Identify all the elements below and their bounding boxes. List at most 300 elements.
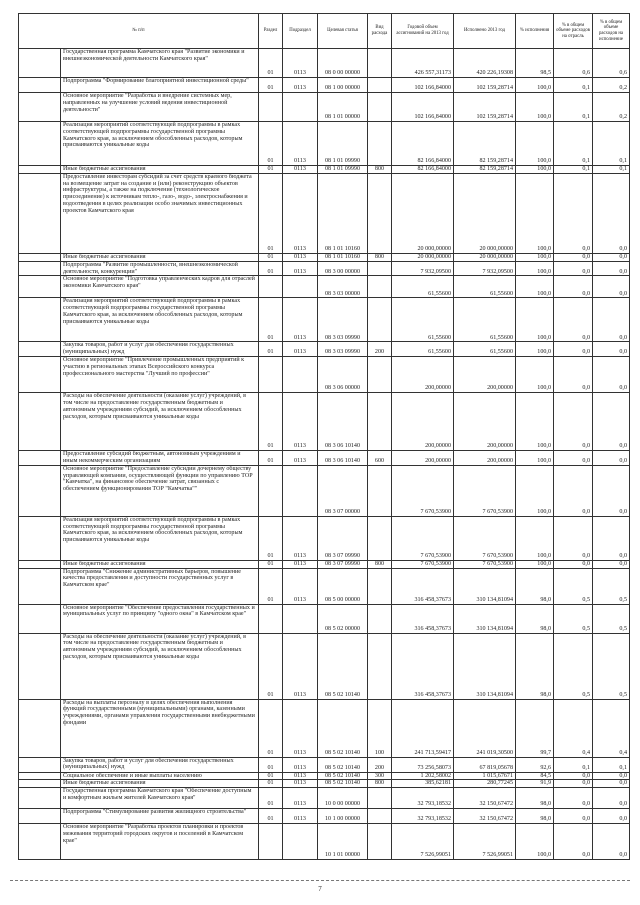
cell-target-article: 10 1 01 00000 [318, 824, 368, 860]
budget-table [18, 13, 630, 860]
cell-target-article: 10 0 00 00000 [318, 788, 368, 809]
cell-number [19, 298, 61, 342]
cell-expense-type [368, 298, 392, 342]
cell-name [61, 93, 259, 122]
cell-number [19, 788, 61, 809]
cell-percent-executed: 92,6 [516, 757, 554, 772]
cell-number [19, 451, 61, 466]
cell-executed: 82 159,28714 [454, 122, 516, 166]
cell-executed: 61,55600 [454, 342, 516, 357]
cell-percent-executed: 100,0 [516, 253, 554, 261]
cell-podrazdel: 0113 [283, 298, 318, 342]
cell-expense-type [368, 568, 392, 604]
cell-expense-type [368, 93, 392, 122]
cell-annual-volume: 32 793,18532 [392, 809, 454, 824]
cell-annual-volume: 7 670,53900 [392, 465, 454, 516]
cell-share-execution: 0,0 [593, 809, 630, 824]
cell-annual-volume: 32 793,18532 [392, 788, 454, 809]
row-name-text: Подпрограмма "Стимулирование развития жилищного строительства" [63, 809, 247, 816]
cell-executed: 7 670,53900 [454, 560, 516, 568]
cell-share-industry: 0,0 [554, 298, 593, 342]
cell-target-article: 08 0 00 00000 [318, 49, 368, 78]
row-name-text: Иные бюджетные ассигнования [63, 253, 146, 260]
cell-razdel: 01 [259, 49, 283, 78]
cell-podrazdel [283, 357, 318, 393]
cell-share-industry: 0,0 [554, 560, 593, 568]
cell-executed: 310 134,81094 [454, 568, 516, 604]
row-name-text: Подпрограмма "Снижение административных барьеров, повышение качества предоставления и доступности государственных услуг в Камчатском крае" [63, 568, 242, 589]
table-row [19, 253, 630, 261]
cell-target-article: 08 3 00 00000 [318, 261, 368, 276]
cell-razdel: 01 [259, 568, 283, 604]
cell-executed: 280,77245 [454, 780, 516, 788]
cell-percent-executed: 100,0 [516, 357, 554, 393]
cell-share-industry: 0,0 [554, 173, 593, 253]
cell-expense-type: 200 [368, 757, 392, 772]
cell-share-industry: 0,0 [554, 253, 593, 261]
cell-podrazdel: 0113 [283, 780, 318, 788]
cell-expense-type: 200 [368, 342, 392, 357]
page-number: 7 [318, 885, 322, 893]
cell-target-article: 08 3 03 00000 [318, 276, 368, 298]
cell-share-execution: 0,0 [593, 560, 630, 568]
cell-executed: 61,55600 [454, 276, 516, 298]
table-row [19, 824, 630, 860]
cell-name [61, 298, 259, 342]
cell-share-execution: 0,5 [593, 633, 630, 699]
cell-razdel [259, 357, 283, 393]
cell-podrazdel: 0113 [283, 772, 318, 780]
cell-target-article: 08 3 06 10140 [318, 451, 368, 466]
cell-share-execution: 0,0 [593, 465, 630, 516]
cell-expense-type [368, 173, 392, 253]
cell-podrazdel: 0113 [283, 393, 318, 451]
header-share-execution: % в общем объеме расходов на исполнение [593, 14, 630, 49]
cell-target-article: 08 1 01 09990 [318, 166, 368, 174]
cell-executed: 420 226,19308 [454, 49, 516, 78]
cell-target-article: 08 5 00 00000 [318, 568, 368, 604]
cell-target-article: 08 5 02 10140 [318, 780, 368, 788]
cell-share-execution: 0,0 [593, 788, 630, 809]
cell-name [61, 604, 259, 633]
row-name-text: Основное мероприятие "Предоставление субсидии дочернему обществу управляющей компании, осуществляющей функции по управлению ТОР "Камчатка", на финансовое обеспечение затрат, связанных с обеспечением функционирования ТОР "Камчатка"" [63, 465, 253, 493]
cell-podrazdel: 0113 [283, 451, 318, 466]
cell-percent-executed: 100,0 [516, 516, 554, 560]
cell-executed: 200,00000 [454, 357, 516, 393]
cell-name [61, 261, 259, 276]
cell-share-execution: 0,1 [593, 166, 630, 174]
cell-percent-executed: 99,7 [516, 699, 554, 757]
cell-share-industry: 0,0 [554, 465, 593, 516]
table-row [19, 122, 630, 166]
cell-podrazdel: 0113 [283, 78, 318, 93]
cell-number [19, 604, 61, 633]
cell-target-article: 08 3 03 09990 [318, 342, 368, 357]
cell-name [61, 253, 259, 261]
cell-share-execution: 0,1 [593, 122, 630, 166]
cell-number [19, 757, 61, 772]
cell-share-execution: 0,0 [593, 357, 630, 393]
cell-podrazdel: 0113 [283, 560, 318, 568]
cell-razdel: 01 [259, 261, 283, 276]
cell-share-execution: 0,0 [593, 276, 630, 298]
cell-razdel: 01 [259, 633, 283, 699]
cell-percent-executed: 100,0 [516, 276, 554, 298]
cell-target-article: 08 3 03 09990 [318, 298, 368, 342]
cell-share-industry: 0,4 [554, 699, 593, 757]
row-name-text: Закупка товаров, работ и услуг для обеспечения государственных (муниципальных) нужд [63, 757, 234, 771]
cell-razdel: 01 [259, 560, 283, 568]
cell-share-execution: 0,4 [593, 699, 630, 757]
cell-name [61, 122, 259, 166]
row-name-text: Основное мероприятие "Обеспечение предоставления государственных и муниципальных услуг по принципу "одного окна" в Камчатском крае" [63, 604, 255, 618]
cell-share-execution: 0,0 [593, 451, 630, 466]
cell-name [61, 788, 259, 809]
cell-number [19, 516, 61, 560]
cell-number [19, 173, 61, 253]
cell-number [19, 633, 61, 699]
cell-number [19, 393, 61, 451]
cell-share-industry: 0,0 [554, 342, 593, 357]
cell-percent-executed: 100,0 [516, 166, 554, 174]
cell-percent-executed: 98,5 [516, 49, 554, 78]
cell-annual-volume: 241 713,59417 [392, 699, 454, 757]
table-row [19, 516, 630, 560]
cell-share-industry: 0,1 [554, 78, 593, 93]
row-name-text: Основное мероприятие "Подготовка управленческих кадров для отраслей экономики Камчатского края" [63, 276, 255, 290]
cell-executed: 7 932,09500 [454, 261, 516, 276]
cell-razdel: 01 [259, 393, 283, 451]
cell-executed: 102 159,28714 [454, 78, 516, 93]
cell-executed: 200,00000 [454, 451, 516, 466]
header-row [19, 14, 630, 49]
row-name-text: Основное мероприятие "Разработка и внедрение системных мер, направленных на улучшение условий ведения инвестиционной деятельности" [63, 93, 232, 113]
table-row [19, 780, 630, 788]
cell-annual-volume: 426 557,31173 [392, 49, 454, 78]
table-row [19, 261, 630, 276]
row-name-text: Иные бюджетные ассигнования [63, 560, 146, 567]
cell-share-industry: 0,5 [554, 568, 593, 604]
cell-podrazdel [283, 93, 318, 122]
cell-razdel: 01 [259, 342, 283, 357]
cell-expense-type: 600 [368, 451, 392, 466]
cell-podrazdel: 0113 [283, 633, 318, 699]
row-name-text: Расходы на обеспечение деятельности (оказание услуг) учреждений, в том числе на предоставление государственным бюджетным и автономным учреждениям субсидий, за исключением обособленных расходов, которым присваиваются уникальные коды [63, 393, 246, 420]
cell-number [19, 568, 61, 604]
table-row [19, 78, 630, 93]
cell-share-industry: 0,1 [554, 122, 593, 166]
cell-annual-volume: 316 458,37673 [392, 604, 454, 633]
row-name-text: Основное мероприятие "Привлечение промышленных предприятий к участию в региональных этапах Всероссийского конкурса профессионального мастерства "Лучший по профессии" [63, 357, 245, 377]
cell-share-execution: 0,0 [593, 393, 630, 451]
cell-executed: 67 819,05678 [454, 757, 516, 772]
table-row [19, 166, 630, 174]
cell-share-industry: 0,5 [554, 633, 593, 699]
cell-annual-volume: 20 000,00000 [392, 253, 454, 261]
cell-expense-type [368, 78, 392, 93]
cell-number [19, 824, 61, 860]
cell-number [19, 780, 61, 788]
cell-share-industry: 0,0 [554, 451, 593, 466]
cell-target-article: 08 1 01 10160 [318, 173, 368, 253]
cell-target-article: 08 5 02 10140 [318, 633, 368, 699]
cell-share-execution: 0,0 [593, 516, 630, 560]
cell-share-industry: 0,1 [554, 93, 593, 122]
cell-expense-type [368, 276, 392, 298]
row-name-text: Иные бюджетные ассигнования [63, 780, 146, 787]
cell-executed: 310 134,81094 [454, 604, 516, 633]
cell-percent-executed: 100,0 [516, 93, 554, 122]
cell-podrazdel: 0113 [283, 342, 318, 357]
cell-percent-executed: 100,0 [516, 451, 554, 466]
cell-name [61, 357, 259, 393]
cell-number [19, 261, 61, 276]
cell-annual-volume: 102 166,84000 [392, 93, 454, 122]
table-row [19, 633, 630, 699]
cell-target-article: 08 5 02 10140 [318, 757, 368, 772]
table-row [19, 809, 630, 824]
cell-share-industry: 0,0 [554, 276, 593, 298]
cell-expense-type [368, 809, 392, 824]
cell-annual-volume: 61,55600 [392, 298, 454, 342]
cell-number [19, 772, 61, 780]
cell-expense-type [368, 261, 392, 276]
cell-share-industry: 0,0 [554, 357, 593, 393]
cell-number [19, 166, 61, 174]
cell-expense-type: 800 [368, 780, 392, 788]
cell-executed: 7 670,53900 [454, 465, 516, 516]
cell-share-execution: 0,6 [593, 49, 630, 78]
header-podrazdel: Подраздел [283, 14, 318, 49]
cell-razdel: 01 [259, 788, 283, 809]
cell-annual-volume: 20 000,00000 [392, 173, 454, 253]
cell-podrazdel: 0113 [283, 516, 318, 560]
cell-name [61, 173, 259, 253]
cell-percent-executed: 98,0 [516, 604, 554, 633]
cell-share-industry: 0,6 [554, 49, 593, 78]
table-row [19, 465, 630, 516]
row-name-text: Иные бюджетные ассигнования [63, 166, 146, 172]
cell-razdel [259, 93, 283, 122]
row-name-text: Государственная программа Камчатского края "Развитие экономики и внешнеэкономической деятельности Камчатского края" [63, 49, 245, 62]
cell-name [61, 393, 259, 451]
table-row [19, 298, 630, 342]
row-name-text: Подпрограмма "Формирование благоприятной инвестиционной среды" [63, 78, 249, 84]
cell-name [61, 78, 259, 93]
cell-executed: 200,00000 [454, 393, 516, 451]
cell-number [19, 93, 61, 122]
cell-razdel: 01 [259, 451, 283, 466]
row-name-text: Реализация мероприятий соответствующей подпрограммы в рамках соответствующей подпрограммы государственной программы Камчатского края, за исключением обособленных расходов, которым присваиваются уникальные коды [63, 298, 243, 325]
row-name-text: Государственная программа Камчатского края "Обеспечение доступным и комфортным жильем жителей Камчатского края" [63, 788, 252, 801]
cell-podrazdel: 0113 [283, 809, 318, 824]
cell-name [61, 809, 259, 824]
cell-percent-executed: 100,0 [516, 173, 554, 253]
table-row [19, 93, 630, 122]
cell-share-industry: 0,1 [554, 757, 593, 772]
row-name-text: Социальное обеспечение и иные выплаты населению [63, 772, 202, 779]
cell-razdel: 01 [259, 699, 283, 757]
cell-share-execution: 0,0 [593, 780, 630, 788]
cell-razdel: 01 [259, 78, 283, 93]
cell-number [19, 699, 61, 757]
cell-annual-volume: 1 202,58002 [392, 772, 454, 780]
cell-razdel: 01 [259, 173, 283, 253]
cell-share-industry: 0,0 [554, 516, 593, 560]
cell-expense-type [368, 357, 392, 393]
cell-name [61, 757, 259, 772]
cell-number [19, 253, 61, 261]
cell-expense-type [368, 122, 392, 166]
cell-razdel: 01 [259, 772, 283, 780]
cell-executed: 1 015,67671 [454, 772, 516, 780]
cell-podrazdel: 0113 [283, 757, 318, 772]
cell-annual-volume: 200,00000 [392, 357, 454, 393]
cell-name [61, 699, 259, 757]
cell-target-article: 08 1 01 00000 [318, 93, 368, 122]
cell-razdel: 01 [259, 780, 283, 788]
table-row [19, 772, 630, 780]
cell-podrazdel [283, 276, 318, 298]
cell-percent-executed: 100,0 [516, 393, 554, 451]
cell-annual-volume: 200,00000 [392, 451, 454, 466]
cell-executed: 310 134,81094 [454, 633, 516, 699]
cell-percent-executed: 100,0 [516, 298, 554, 342]
cell-name [61, 49, 259, 78]
table-row [19, 451, 630, 466]
header-share-industry: % в общем объеме расходов на отрасль [554, 14, 593, 49]
table-row [19, 393, 630, 451]
cell-target-article: 08 3 07 09990 [318, 516, 368, 560]
cell-executed: 82 159,28714 [454, 166, 516, 174]
cell-name [61, 276, 259, 298]
table-row [19, 357, 630, 393]
cell-name [61, 633, 259, 699]
cell-share-execution: 0,5 [593, 604, 630, 633]
cell-number [19, 560, 61, 568]
cell-razdel: 01 [259, 253, 283, 261]
cell-razdel [259, 604, 283, 633]
table-row [19, 49, 630, 78]
cell-percent-executed: 100,0 [516, 560, 554, 568]
cell-share-execution: 0,1 [593, 757, 630, 772]
cell-name [61, 465, 259, 516]
cell-expense-type [368, 824, 392, 860]
cell-razdel [259, 465, 283, 516]
cell-percent-executed: 98,0 [516, 633, 554, 699]
table-row [19, 173, 630, 253]
cell-podrazdel: 0113 [283, 173, 318, 253]
cell-executed: 20 000,00000 [454, 253, 516, 261]
cell-target-article: 08 3 06 10140 [318, 393, 368, 451]
row-name-text: Расходы на выплаты персоналу в целях обеспечения выполнения функций государственными (муниципальными) органами, казенными учреждениями, органами управления государственными внебюджетными фондами [63, 699, 255, 726]
cell-razdel: 01 [259, 516, 283, 560]
table-row [19, 699, 630, 757]
cell-share-execution: 0,0 [593, 342, 630, 357]
cell-expense-type [368, 788, 392, 809]
cell-name [61, 451, 259, 466]
cell-podrazdel: 0113 [283, 122, 318, 166]
row-name-text: Реализация мероприятий соответствующей подпрограммы в рамках соответствующей подпрограммы государственной программы Камчатского края, за исключением обособленных расходов, которым присваиваются уникальные коды [63, 122, 243, 149]
cell-podrazdel: 0113 [283, 253, 318, 261]
cell-expense-type [368, 49, 392, 78]
cell-target-article: 08 3 06 00000 [318, 357, 368, 393]
cell-razdel: 01 [259, 122, 283, 166]
cell-executed: 32 150,67472 [454, 809, 516, 824]
header-expense-type: Вид расхода [368, 14, 392, 49]
cell-expense-type: 100 [368, 699, 392, 757]
cell-podrazdel: 0113 [283, 788, 318, 809]
cell-share-execution: 0,0 [593, 261, 630, 276]
table-row [19, 560, 630, 568]
cell-share-industry: 0,0 [554, 780, 593, 788]
cell-percent-executed: 100,0 [516, 342, 554, 357]
cell-annual-volume: 7 670,53900 [392, 516, 454, 560]
table-row [19, 342, 630, 357]
header-annual-volume: Годовой объем ассигнований на 2013 год [392, 14, 454, 49]
cell-number [19, 465, 61, 516]
cell-expense-type [368, 633, 392, 699]
cell-annual-volume: 73 256,58073 [392, 757, 454, 772]
cell-razdel: 01 [259, 298, 283, 342]
cell-share-execution: 0,0 [593, 824, 630, 860]
cell-podrazdel: 0113 [283, 568, 318, 604]
cell-annual-volume: 7 670,53900 [392, 560, 454, 568]
header-percent-executed: % исполнения [516, 14, 554, 49]
cell-annual-volume: 385,62181 [392, 780, 454, 788]
cell-executed: 241 019,30500 [454, 699, 516, 757]
cell-percent-executed: 100,0 [516, 824, 554, 860]
cell-annual-volume: 102 166,84000 [392, 78, 454, 93]
cell-percent-executed: 98,0 [516, 568, 554, 604]
cell-razdel: 01 [259, 757, 283, 772]
cell-name [61, 560, 259, 568]
cell-percent-executed: 100,0 [516, 122, 554, 166]
cell-podrazdel: 0113 [283, 699, 318, 757]
cell-razdel [259, 276, 283, 298]
cell-percent-executed: 98,0 [516, 809, 554, 824]
cell-percent-executed: 91,9 [516, 780, 554, 788]
table-row [19, 276, 630, 298]
cell-percent-executed: 84,5 [516, 772, 554, 780]
cell-share-execution: 0,0 [593, 173, 630, 253]
cell-razdel: 01 [259, 809, 283, 824]
cell-number [19, 49, 61, 78]
cell-share-industry: 0,0 [554, 824, 593, 860]
row-name-text: Закупка товаров, работ и услуг для обеспечения государственных (муниципальных) нужд [63, 342, 234, 356]
footer-divider [10, 880, 630, 881]
cell-target-article: 08 1 01 09990 [318, 122, 368, 166]
cell-expense-type: 300 [368, 772, 392, 780]
header-number: № п/п [19, 14, 259, 49]
cell-target-article: 10 1 00 00000 [318, 809, 368, 824]
cell-share-execution: 0,0 [593, 253, 630, 261]
cell-annual-volume: 316 458,37673 [392, 568, 454, 604]
cell-expense-type [368, 393, 392, 451]
cell-annual-volume: 7 932,09500 [392, 261, 454, 276]
cell-executed: 20 000,00000 [454, 173, 516, 253]
cell-percent-executed: 98,0 [516, 788, 554, 809]
cell-share-execution: 0,0 [593, 772, 630, 780]
cell-annual-volume: 200,00000 [392, 393, 454, 451]
cell-name [61, 780, 259, 788]
cell-name [61, 824, 259, 860]
cell-name [61, 568, 259, 604]
cell-percent-executed: 100,0 [516, 78, 554, 93]
cell-annual-volume: 82 166,84000 [392, 166, 454, 174]
cell-annual-volume: 316 458,37673 [392, 633, 454, 699]
cell-annual-volume: 61,55600 [392, 342, 454, 357]
